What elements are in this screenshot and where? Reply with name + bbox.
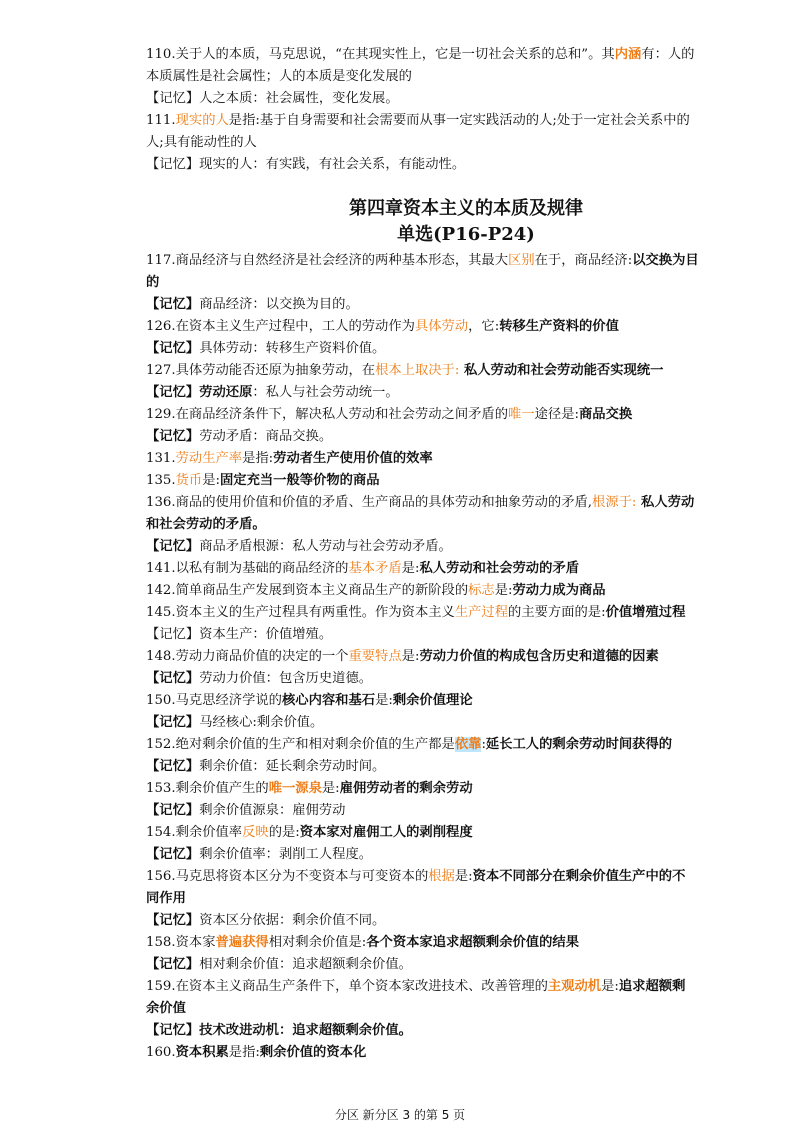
note-text: 141.以私有制为基础的商品经济的 xyxy=(146,561,349,576)
emphasis-text: 劳动生产率 xyxy=(175,451,243,466)
item-153 xyxy=(146,778,766,800)
item-148 xyxy=(146,646,766,668)
page-footer: 分区 新分区 3 的第 5 页 xyxy=(334,1108,466,1122)
note-text: 商品矛盾根源：私人劳动与社会劳动矛盾。 xyxy=(199,539,452,554)
emphasis-text: 唯一源泉 xyxy=(268,781,322,796)
chapter-title: 第四章资本主义的本质及规律 xyxy=(349,198,583,219)
emphasis-text: 货币 xyxy=(175,473,203,488)
item-117-line-1 xyxy=(146,250,766,272)
emphasis-text: 根本上取决于: xyxy=(375,363,460,378)
item-154 xyxy=(146,822,766,844)
note-text: 本质属性是社会属性；人的本质是变化发展的 xyxy=(146,69,412,84)
emphasis-text: 标志 xyxy=(468,583,495,598)
note-text: 是: xyxy=(202,473,220,488)
section-gap xyxy=(146,176,766,196)
note-text: 129.在商品经济条件下，解决私人劳动和社会劳动之间矛盾的 xyxy=(146,407,509,422)
item-145-memo xyxy=(146,624,766,646)
note-text: 127.具体劳动能否还原为抽象劳动，在 xyxy=(146,363,376,378)
note-text: 的主要方面的是: xyxy=(508,605,606,620)
item-110-line-1 xyxy=(146,44,766,66)
item-152-memo xyxy=(146,756,766,778)
emphasis-text: 转移生产资料的价值 xyxy=(499,319,619,334)
note-text: 马经核心:剩余价值。 xyxy=(199,715,324,730)
item-141 xyxy=(146,558,766,580)
item-156-line-2 xyxy=(146,888,766,910)
emphasis-text: 各个资本家追求超额剩余价值的结果 xyxy=(366,935,579,950)
emphasis-text: 劳动力成为商品 xyxy=(512,583,606,598)
item-158-memo xyxy=(146,954,766,976)
note-text: 劳动力价值：包含历史道德。 xyxy=(199,671,373,686)
item-159-memo xyxy=(146,1020,766,1042)
note-text: 相对剩余价值：追求超额剩余价值。 xyxy=(199,957,412,972)
note-text: 的是: xyxy=(268,825,300,840)
note-text: 是: xyxy=(375,693,393,708)
emphasis-text: 唯一 xyxy=(508,407,535,422)
note-text: 是: xyxy=(494,583,513,598)
emphasis-text: 基本矛盾 xyxy=(348,561,402,576)
note-text: ：私人与社会劳动统一。 xyxy=(252,385,399,400)
item-158 xyxy=(146,932,766,954)
emphasis-text: 同作用 xyxy=(146,891,186,906)
emphasis-text: 私人劳动 xyxy=(636,495,695,510)
note-text: 110.关于人的本质，马克思说，“在其现实性上，它是一切社会关系的总和”。其 xyxy=(146,47,615,62)
note-text: 136.商品的使用价值和价值的矛盾、生产商品的具体劳动和抽象劳动的矛盾, xyxy=(146,495,593,510)
note-text: 131. xyxy=(146,451,176,466)
note-text: 是指: xyxy=(228,1045,260,1060)
emphasis-text: 依靠 xyxy=(454,737,482,752)
item-111-line-2 xyxy=(146,132,766,154)
emphasis-text: 【记忆】技术改进动机：追求超额剩余价值。 xyxy=(146,1023,412,1038)
item-127 xyxy=(146,360,766,382)
note-text: 148.劳动力商品价值的决定的一个 xyxy=(146,649,349,664)
item-111-line-1 xyxy=(146,110,766,132)
note-text: 是: xyxy=(401,561,420,576)
note-text: 是: xyxy=(454,869,473,884)
note-text: 142.简单商品生产发展到资本主义商品生产的新阶段的 xyxy=(146,583,469,598)
item-127-memo xyxy=(146,382,766,404)
note-text: 【记忆】人之本质：社会属性，变化发展。 xyxy=(146,91,399,106)
item-110-line-2 xyxy=(146,66,766,88)
emphasis-text: 重要特点 xyxy=(348,649,402,664)
emphasis-text: 商品交换 xyxy=(579,407,633,422)
top-notes-block xyxy=(146,44,766,176)
emphasis-text: 劳动者生产使用价值的效率 xyxy=(273,451,433,466)
item-156-line-1 xyxy=(146,866,766,888)
emphasis-text: 余价值 xyxy=(146,1001,186,1016)
emphasis-text: 【记忆】 xyxy=(146,759,200,774)
note-text: 135. xyxy=(146,473,176,488)
emphasis-text: 【记忆】 xyxy=(146,803,200,818)
emphasis-text: 延长工人的剩余劳动时间获得的 xyxy=(485,737,673,752)
notes-list xyxy=(146,250,766,1064)
note-text: 153.剩余价值产生的 xyxy=(146,781,269,796)
item-131 xyxy=(146,448,766,470)
note-text: 160. xyxy=(146,1045,176,1060)
note-text: 相对剩余价值是: xyxy=(268,935,367,950)
emphasis-text: 反映 xyxy=(242,825,269,840)
note-text: 是: xyxy=(401,649,420,664)
note-text: 111. xyxy=(146,113,176,128)
emphasis-text: 具体劳动 xyxy=(414,319,469,334)
item-159-line-2 xyxy=(146,998,766,1020)
emphasis-text: 主观动机 xyxy=(547,979,602,994)
item-129 xyxy=(146,404,766,426)
note-text: 117.商品经济与自然经济是社会经济的两种基本形态，其最大 xyxy=(146,253,509,268)
emphasis-text: 生产过程 xyxy=(454,605,509,620)
item-160 xyxy=(146,1042,766,1064)
note-text: 150.马克思经济学说的 xyxy=(146,693,282,708)
item-117-memo xyxy=(146,294,766,316)
emphasis-text: 私人劳动和社会劳动能否实现统一 xyxy=(459,363,664,378)
emphasis-text: 剩余价值理论 xyxy=(392,693,473,708)
item-117-line-2 xyxy=(146,272,766,294)
emphasis-text: 【记忆】 xyxy=(146,341,200,356)
note-text: : xyxy=(481,737,486,752)
emphasis-text: 【记忆】 xyxy=(146,957,200,972)
note-text: 在于，商品经济: xyxy=(534,253,633,268)
note-text: 剩余价值率：剥削工人程度。 xyxy=(199,847,373,862)
emphasis-text: 资本家对雇佣工人的剥削程度 xyxy=(299,825,473,840)
item-152 xyxy=(146,734,766,756)
emphasis-text: 【记忆】 xyxy=(146,429,200,444)
note-text: 156.马克思将资本区分为不变资本与可变资本的 xyxy=(146,869,429,884)
emphasis-text: 【记忆】 xyxy=(146,297,200,312)
emphasis-text: 剩余价值的资本化 xyxy=(259,1045,367,1060)
emphasis-text: 根源于: xyxy=(592,495,637,510)
note-text: 资本区分依据：剩余价值不同。 xyxy=(199,913,386,928)
emphasis-text: 资本不同部分在剩余价值生产中的不 xyxy=(472,869,686,884)
note-text: 是: xyxy=(601,979,619,994)
section-title: 单选(P16-P24) xyxy=(397,224,535,245)
emphasis-text: 【记忆】 xyxy=(146,715,200,730)
item-156-memo xyxy=(146,910,766,932)
item-135 xyxy=(146,470,766,492)
emphasis-text: 区别 xyxy=(508,253,535,268)
note-text: 人;具有能动性的人 xyxy=(146,135,257,150)
item-110-memo xyxy=(146,88,766,110)
emphasis-text: 现实的人 xyxy=(175,113,229,128)
item-142 xyxy=(146,580,766,602)
note-text: 有：人的 xyxy=(641,47,695,62)
emphasis-text: 【记忆】劳动还原 xyxy=(146,385,253,400)
note-text: 商品经济：以交换为目的。 xyxy=(199,297,359,312)
item-136-memo xyxy=(146,536,766,558)
item-111-memo xyxy=(146,154,766,176)
item-150-memo xyxy=(146,712,766,734)
emphasis-text: 固定充当一般等价物的商品 xyxy=(219,473,380,488)
item-150 xyxy=(146,690,766,712)
emphasis-text: 核心内容和基石 xyxy=(281,693,376,708)
emphasis-text: 私人劳动和社会劳动的矛盾 xyxy=(419,561,579,576)
note-text: 是: xyxy=(321,781,340,796)
emphasis-text: 根据 xyxy=(428,869,455,884)
note-text: 145.资本主义的生产过程具有两重性。作为资本主义 xyxy=(146,605,455,620)
item-129-memo xyxy=(146,426,766,448)
note-text: 154.剩余价值率 xyxy=(146,825,243,840)
item-154-memo xyxy=(146,844,766,866)
note-text: 126.在资本主义生产过程中，工人的劳动作为 xyxy=(146,319,415,334)
emphasis-text: 和社会劳动的矛盾。 xyxy=(146,517,266,532)
item-126-memo xyxy=(146,338,766,360)
note-text: 【记忆】资本生产：价值增殖。 xyxy=(146,627,333,642)
note-text: 【记忆】现实的人：有实践，有社会关系，有能动性。 xyxy=(146,157,466,172)
note-text: 159.在资本主义商品生产条件下，单个资本家改进技术、改善管理的 xyxy=(146,979,548,994)
item-159-line-1 xyxy=(146,976,766,998)
item-136-line-1 xyxy=(146,492,766,514)
note-text: ，它: xyxy=(468,319,500,334)
note-text: 剩余价值源泉：雇佣劳动 xyxy=(199,803,346,818)
item-126 xyxy=(146,316,766,338)
emphasis-text: 资本积累 xyxy=(175,1045,229,1060)
note-text: 是指: xyxy=(242,451,274,466)
item-136-line-2 xyxy=(146,514,766,536)
note-text: 158.资本家 xyxy=(146,935,216,950)
note-text: 劳动矛盾：商品交换。 xyxy=(199,429,333,444)
note-text: 剩余价值：延长剩余劳动时间。 xyxy=(199,759,386,774)
emphasis-text: 劳动力价值的构成包含历史和道德的因素 xyxy=(419,649,659,664)
emphasis-text: 雇佣劳动者的剩余劳动 xyxy=(339,781,473,796)
note-text: 具体劳动：转移生产资料价值。 xyxy=(199,341,386,356)
page-content xyxy=(146,44,766,1064)
note-text: 152.绝对剩余价值的生产和相对剩余价值的生产都是 xyxy=(146,737,455,752)
note-text: 是指:基于自身需要和社会需要而从事一定实践活动的人;处于一定社会关系中的 xyxy=(228,113,690,128)
item-153-memo xyxy=(146,800,766,822)
emphasis-text: 内涵 xyxy=(614,47,642,62)
emphasis-text: 【记忆】 xyxy=(146,671,200,686)
emphasis-text: 【记忆】 xyxy=(146,913,200,928)
item-145 xyxy=(146,602,766,624)
emphasis-text: 的 xyxy=(146,275,160,290)
note-text: 途径是: xyxy=(534,407,579,422)
emphasis-text: 普遍获得 xyxy=(215,935,269,950)
item-148-memo xyxy=(146,668,766,690)
emphasis-text: 价值增殖过程 xyxy=(605,605,686,620)
emphasis-text: 追求超额剩 xyxy=(618,979,686,994)
emphasis-text: 【记忆】 xyxy=(146,539,200,554)
emphasis-text: 以交换为目 xyxy=(632,253,699,268)
emphasis-text: 【记忆】 xyxy=(146,847,200,862)
